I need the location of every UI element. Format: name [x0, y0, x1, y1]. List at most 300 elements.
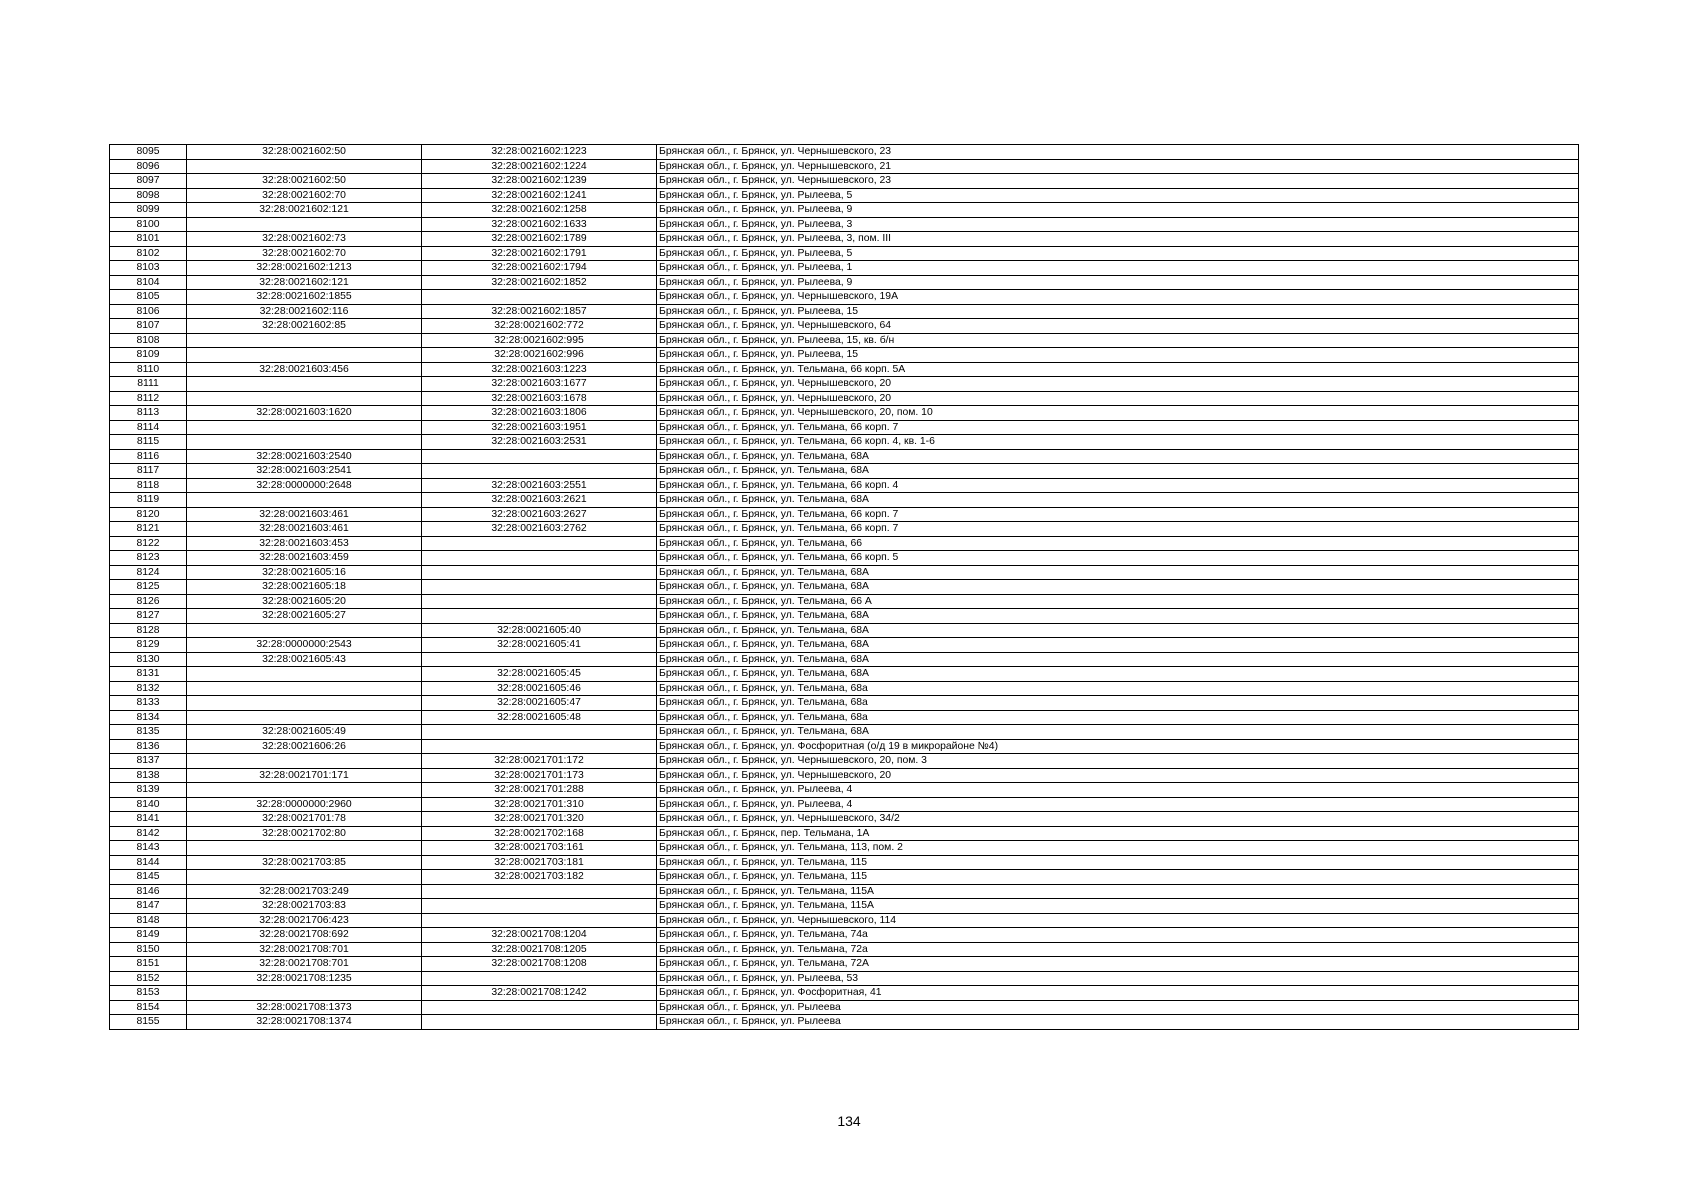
address-cell: Брянская обл., г. Брянск, ул. Тельмана, 68а — [657, 681, 1579, 696]
row-number-cell: 8105 — [110, 290, 187, 305]
building-number-cell — [422, 609, 657, 624]
land-plot-number-cell — [187, 696, 422, 711]
row-number-cell: 8128 — [110, 623, 187, 638]
land-plot-number-cell — [187, 870, 422, 885]
address-cell: Брянская обл., г. Брянск, ул. Тельмана, 72а — [657, 942, 1579, 957]
table-row — [110, 739, 1579, 754]
table-row — [110, 406, 1579, 421]
table-row — [110, 638, 1579, 653]
building-number-cell: 32:28:0021602:1789 — [422, 232, 657, 247]
row-number-cell: 8117 — [110, 464, 187, 479]
building-number-cell: 32:28:0021701:172 — [422, 754, 657, 769]
row-number-cell: 8096 — [110, 159, 187, 174]
building-number-cell — [422, 739, 657, 754]
row-number-cell: 8130 — [110, 652, 187, 667]
row-number-cell: 8120 — [110, 507, 187, 522]
building-number-cell: 32:28:0021605:41 — [422, 638, 657, 653]
address-cell: Брянская обл., г. Брянск, ул. Тельмана, 113, пом. 2 — [657, 841, 1579, 856]
row-number-cell: 8115 — [110, 435, 187, 450]
address-cell: Брянская обл., г. Брянск, ул. Чернышевского, 20, пом. 10 — [657, 406, 1579, 421]
building-number-cell: 32:28:0021602:1791 — [422, 246, 657, 261]
address-cell: Брянская обл., г. Брянск, ул. Тельмана, 68А — [657, 667, 1579, 682]
building-number-cell: 32:28:0021702:168 — [422, 826, 657, 841]
building-number-cell: 32:28:0021603:1951 — [422, 420, 657, 435]
table-row — [110, 826, 1579, 841]
land-plot-number-cell — [187, 493, 422, 508]
table-row — [110, 464, 1579, 479]
address-cell: Брянская обл., г. Брянск, ул. Тельмана, 68А — [657, 449, 1579, 464]
land-plot-number-cell: 32:28:0021602:85 — [187, 319, 422, 334]
building-number-cell: 32:28:0021603:2762 — [422, 522, 657, 537]
address-cell: Брянская обл., г. Брянск, ул. Чернышевского, 23 — [657, 145, 1579, 160]
address-cell: Брянская обл., г. Брянск, ул. Рылеева, 3, пом. III — [657, 232, 1579, 247]
building-number-cell — [422, 884, 657, 899]
row-number-cell: 8137 — [110, 754, 187, 769]
table-row — [110, 957, 1579, 972]
address-cell: Брянская обл., г. Брянск, ул. Тельмана, 68А — [657, 638, 1579, 653]
row-number-cell: 8148 — [110, 913, 187, 928]
row-number-cell: 8145 — [110, 870, 187, 885]
row-number-cell: 8154 — [110, 1000, 187, 1015]
table-row — [110, 377, 1579, 392]
land-plot-number-cell: 32:28:0021605:43 — [187, 652, 422, 667]
table-row — [110, 174, 1579, 189]
row-number-cell: 8126 — [110, 594, 187, 609]
row-number-cell: 8132 — [110, 681, 187, 696]
row-number-cell: 8135 — [110, 725, 187, 740]
table-row — [110, 986, 1579, 1001]
land-plot-number-cell — [187, 986, 422, 1001]
address-cell: Брянская обл., г. Брянск, ул. Тельмана, 66 корп. 7 — [657, 420, 1579, 435]
land-plot-number-cell: 32:28:0021605:27 — [187, 609, 422, 624]
land-plot-number-cell: 32:28:0021602:1213 — [187, 261, 422, 276]
row-number-cell: 8102 — [110, 246, 187, 261]
land-plot-number-cell: 32:28:0021605:20 — [187, 594, 422, 609]
table-row — [110, 507, 1579, 522]
building-number-cell: 32:28:0021605:45 — [422, 667, 657, 682]
address-cell: Брянская обл., г. Брянск, ул. Рылеева, 3 — [657, 217, 1579, 232]
building-number-cell — [422, 1015, 657, 1030]
land-plot-number-cell — [187, 754, 422, 769]
table-row — [110, 884, 1579, 899]
building-number-cell — [422, 580, 657, 595]
building-number-cell: 32:28:0021602:1857 — [422, 304, 657, 319]
building-number-cell: 32:28:0021602:995 — [422, 333, 657, 348]
building-number-cell: 32:28:0021603:2627 — [422, 507, 657, 522]
address-cell: Брянская обл., г. Брянск, ул. Тельмана, 115А — [657, 899, 1579, 914]
address-cell: Брянская обл., г. Брянск, ул. Фосфоритная, 41 — [657, 986, 1579, 1001]
building-number-cell: 32:28:0021602:1224 — [422, 159, 657, 174]
address-cell: Брянская обл., г. Брянск, ул. Тельмана, 66 — [657, 536, 1579, 551]
table-row — [110, 551, 1579, 566]
row-number-cell: 8143 — [110, 841, 187, 856]
building-number-cell: 32:28:0021602:1239 — [422, 174, 657, 189]
row-number-cell: 8112 — [110, 391, 187, 406]
land-plot-number-cell — [187, 435, 422, 450]
land-plot-number-cell: 32:28:0021603:461 — [187, 507, 422, 522]
building-number-cell: 32:28:0021703:182 — [422, 870, 657, 885]
table-row — [110, 145, 1579, 160]
building-number-cell: 32:28:0021701:320 — [422, 812, 657, 827]
land-plot-number-cell: 32:28:0021605:18 — [187, 580, 422, 595]
land-plot-number-cell: 32:28:0021602:116 — [187, 304, 422, 319]
row-number-cell: 8114 — [110, 420, 187, 435]
land-plot-number-cell: 32:28:0021703:249 — [187, 884, 422, 899]
land-plot-number-cell: 32:28:0021603:2540 — [187, 449, 422, 464]
row-number-cell: 8127 — [110, 609, 187, 624]
building-number-cell: 32:28:0021703:161 — [422, 841, 657, 856]
land-plot-number-cell: 32:28:0021708:1235 — [187, 971, 422, 986]
table-row — [110, 304, 1579, 319]
row-number-cell: 8122 — [110, 536, 187, 551]
row-number-cell: 8131 — [110, 667, 187, 682]
table-row — [110, 696, 1579, 711]
row-number-cell: 8141 — [110, 812, 187, 827]
row-number-cell: 8111 — [110, 377, 187, 392]
table-row — [110, 783, 1579, 798]
land-plot-number-cell: 32:28:0000000:2960 — [187, 797, 422, 812]
address-cell: Брянская обл., г. Брянск, ул. Тельмана, 68а — [657, 696, 1579, 711]
land-plot-number-cell: 32:28:0021708:701 — [187, 942, 422, 957]
row-number-cell: 8121 — [110, 522, 187, 537]
registry-body — [110, 145, 1579, 1030]
land-plot-number-cell — [187, 710, 422, 725]
row-number-cell: 8116 — [110, 449, 187, 464]
land-plot-number-cell — [187, 217, 422, 232]
land-plot-number-cell: 32:28:0021703:83 — [187, 899, 422, 914]
address-cell: Брянская обл., г. Брянск, ул. Рылеева, 1 — [657, 261, 1579, 276]
address-cell: Брянская обл., г. Брянск, ул. Тельмана, 68А — [657, 609, 1579, 624]
row-number-cell: 8098 — [110, 188, 187, 203]
row-number-cell: 8142 — [110, 826, 187, 841]
address-cell: Брянская обл., г. Брянск, ул. Тельмана, 115 — [657, 855, 1579, 870]
building-number-cell: 32:28:0021602:1794 — [422, 261, 657, 276]
address-cell: Брянская обл., г. Брянск, ул. Фосфоритная (о/д 19 в микрорайоне №4) — [657, 739, 1579, 754]
table-row — [110, 623, 1579, 638]
land-plot-number-cell: 32:28:0021606:26 — [187, 739, 422, 754]
land-plot-number-cell — [187, 623, 422, 638]
address-cell: Брянская обл., г. Брянск, ул. Тельмана, 74а — [657, 928, 1579, 943]
address-cell: Брянская обл., г. Брянск, ул. Тельмана, 68А — [657, 623, 1579, 638]
table-row — [110, 681, 1579, 696]
address-cell: Брянская обл., г. Брянск, ул. Чернышевского, 20 — [657, 377, 1579, 392]
row-number-cell: 8144 — [110, 855, 187, 870]
row-number-cell: 8110 — [110, 362, 187, 377]
building-number-cell: 32:28:0021603:1223 — [422, 362, 657, 377]
building-number-cell: 32:28:0021602:1852 — [422, 275, 657, 290]
table-row — [110, 580, 1579, 595]
land-plot-number-cell: 32:28:0021603:453 — [187, 536, 422, 551]
table-row — [110, 855, 1579, 870]
row-number-cell: 8149 — [110, 928, 187, 943]
address-cell: Брянская обл., г. Брянск, ул. Тельмана, 66 корп. 4, кв. 1-6 — [657, 435, 1579, 450]
address-cell: Брянская обл., г. Брянск, ул. Рылеева, 15 — [657, 348, 1579, 363]
building-number-cell — [422, 913, 657, 928]
address-cell: Брянская обл., г. Брянск, ул. Тельмана, 68А — [657, 565, 1579, 580]
building-number-cell — [422, 551, 657, 566]
address-cell: Брянская обл., г. Брянск, ул. Тельмана, 68А — [657, 580, 1579, 595]
row-number-cell: 8155 — [110, 1015, 187, 1030]
land-plot-number-cell: 32:28:0021602:1855 — [187, 290, 422, 305]
table-row — [110, 1015, 1579, 1030]
row-number-cell: 8119 — [110, 493, 187, 508]
row-number-cell: 8136 — [110, 739, 187, 754]
table-row — [110, 725, 1579, 740]
land-plot-number-cell: 32:28:0021605:16 — [187, 565, 422, 580]
land-plot-number-cell: 32:28:0021603:2541 — [187, 464, 422, 479]
row-number-cell: 8133 — [110, 696, 187, 711]
address-cell: Брянская обл., г. Брянск, ул. Тельмана, 68А — [657, 652, 1579, 667]
address-cell: Брянская обл., г. Брянск, ул. Рылеева, 9 — [657, 275, 1579, 290]
row-number-cell: 8101 — [110, 232, 187, 247]
building-number-cell: 32:28:0021605:48 — [422, 710, 657, 725]
table-row — [110, 522, 1579, 537]
page-number: 134 — [837, 1113, 861, 1129]
land-plot-number-cell — [187, 159, 422, 174]
building-number-cell: 32:28:0021708:1208 — [422, 957, 657, 972]
address-cell: Брянская обл., г. Брянск, ул. Рылеева, 15, кв. б/н — [657, 333, 1579, 348]
address-cell: Брянская обл., г. Брянск, ул. Рылеева, 4 — [657, 797, 1579, 812]
table-row — [110, 768, 1579, 783]
land-plot-number-cell: 32:28:0021708:701 — [187, 957, 422, 972]
building-number-cell: 32:28:0021603:2531 — [422, 435, 657, 450]
address-cell: Брянская обл., г. Брянск, ул. Чернышевского, 34/2 — [657, 812, 1579, 827]
table-row — [110, 420, 1579, 435]
building-number-cell: 32:28:0021708:1205 — [422, 942, 657, 957]
row-number-cell: 8095 — [110, 145, 187, 160]
land-plot-number-cell — [187, 348, 422, 363]
land-plot-number-cell: 32:28:0021602:50 — [187, 174, 422, 189]
address-cell: Брянская обл., г. Брянск, ул. Чернышевского, 20 — [657, 391, 1579, 406]
building-number-cell: 32:28:0021602:1633 — [422, 217, 657, 232]
table-row — [110, 652, 1579, 667]
building-number-cell: 32:28:0021603:2551 — [422, 478, 657, 493]
land-plot-number-cell — [187, 783, 422, 798]
row-number-cell: 8108 — [110, 333, 187, 348]
table-row — [110, 667, 1579, 682]
address-cell: Брянская обл., г. Брянск, ул. Рылеева — [657, 1000, 1579, 1015]
land-plot-number-cell — [187, 667, 422, 682]
table-row — [110, 203, 1579, 218]
building-number-cell — [422, 290, 657, 305]
table-row — [110, 841, 1579, 856]
land-plot-number-cell: 32:28:0021602:70 — [187, 246, 422, 261]
address-cell: Брянская обл., г. Брянск, ул. Рылеева, 53 — [657, 971, 1579, 986]
building-number-cell — [422, 971, 657, 986]
row-number-cell: 8147 — [110, 899, 187, 914]
land-plot-number-cell — [187, 333, 422, 348]
table-row — [110, 565, 1579, 580]
building-number-cell — [422, 449, 657, 464]
address-cell: Брянская обл., г. Брянск, ул. Чернышевского, 21 — [657, 159, 1579, 174]
table-row — [110, 870, 1579, 885]
table-row — [110, 971, 1579, 986]
table-row — [110, 710, 1579, 725]
table-row — [110, 348, 1579, 363]
address-cell: Брянская обл., г. Брянск, ул. Рылеева, 5 — [657, 188, 1579, 203]
land-plot-number-cell: 32:28:0000000:2648 — [187, 478, 422, 493]
row-number-cell: 8129 — [110, 638, 187, 653]
table-row — [110, 246, 1579, 261]
land-plot-number-cell: 32:28:0021603:456 — [187, 362, 422, 377]
row-number-cell: 8103 — [110, 261, 187, 276]
building-number-cell: 32:28:0021603:1678 — [422, 391, 657, 406]
row-number-cell: 8138 — [110, 768, 187, 783]
table-row — [110, 754, 1579, 769]
land-plot-number-cell: 32:28:0021602:121 — [187, 203, 422, 218]
land-plot-number-cell — [187, 377, 422, 392]
land-plot-number-cell: 32:28:0021706:423 — [187, 913, 422, 928]
land-plot-number-cell: 32:28:0021603:1620 — [187, 406, 422, 421]
building-number-cell: 32:28:0021605:46 — [422, 681, 657, 696]
row-number-cell: 8134 — [110, 710, 187, 725]
building-number-cell: 32:28:0021602:1258 — [422, 203, 657, 218]
land-plot-number-cell: 32:28:0021703:85 — [187, 855, 422, 870]
row-number-cell: 8123 — [110, 551, 187, 566]
table-row — [110, 536, 1579, 551]
table-row — [110, 797, 1579, 812]
table-row — [110, 594, 1579, 609]
table-row — [110, 362, 1579, 377]
building-number-cell — [422, 725, 657, 740]
address-cell: Брянская обл., г. Брянск, пер. Тельмана, 1А — [657, 826, 1579, 841]
building-number-cell: 32:28:0021602:1223 — [422, 145, 657, 160]
land-plot-number-cell: 32:28:0021702:80 — [187, 826, 422, 841]
table-row — [110, 928, 1579, 943]
row-number-cell: 8118 — [110, 478, 187, 493]
address-cell: Брянская обл., г. Брянск, ул. Тельмана, 66 корп. 5А — [657, 362, 1579, 377]
building-number-cell: 32:28:0021605:40 — [422, 623, 657, 638]
row-number-cell: 8140 — [110, 797, 187, 812]
row-number-cell: 8097 — [110, 174, 187, 189]
table-row — [110, 493, 1579, 508]
address-cell: Брянская обл., г. Брянск, ул. Тельмана, 66 А — [657, 594, 1579, 609]
building-number-cell: 32:28:0021603:1677 — [422, 377, 657, 392]
row-number-cell: 8106 — [110, 304, 187, 319]
address-cell: Брянская обл., г. Брянск, ул. Чернышевского, 20, пом. 3 — [657, 754, 1579, 769]
land-plot-number-cell: 32:28:0021708:692 — [187, 928, 422, 943]
address-cell: Брянская обл., г. Брянск, ул. Тельмана, 66 корп. 7 — [657, 507, 1579, 522]
building-number-cell: 32:28:0021701:310 — [422, 797, 657, 812]
row-number-cell: 8107 — [110, 319, 187, 334]
table-row — [110, 449, 1579, 464]
building-number-cell — [422, 464, 657, 479]
land-plot-number-cell: 32:28:0021708:1374 — [187, 1015, 422, 1030]
address-cell: Брянская обл., г. Брянск, ул. Рылеева, 4 — [657, 783, 1579, 798]
table-row — [110, 290, 1579, 305]
address-cell: Брянская обл., г. Брянск, ул. Тельмана, 68А — [657, 493, 1579, 508]
address-cell: Брянская обл., г. Брянск, ул. Тельмана, 66 корп. 7 — [657, 522, 1579, 537]
land-plot-number-cell: 32:28:0021602:70 — [187, 188, 422, 203]
address-cell: Брянская обл., г. Брянск, ул. Рылеева — [657, 1015, 1579, 1030]
table-row — [110, 913, 1579, 928]
building-number-cell — [422, 536, 657, 551]
land-plot-number-cell — [187, 391, 422, 406]
building-number-cell — [422, 899, 657, 914]
building-number-cell: 32:28:0021602:1241 — [422, 188, 657, 203]
building-number-cell — [422, 594, 657, 609]
address-cell: Брянская обл., г. Брянск, ул. Чернышевского, 23 — [657, 174, 1579, 189]
building-number-cell — [422, 1000, 657, 1015]
table-row — [110, 159, 1579, 174]
land-plot-number-cell: 32:28:0021602:50 — [187, 145, 422, 160]
building-number-cell: 32:28:0021708:1242 — [422, 986, 657, 1001]
address-cell: Брянская обл., г. Брянск, ул. Чернышевского, 20 — [657, 768, 1579, 783]
table-row — [110, 942, 1579, 957]
address-cell: Брянская обл., г. Брянск, ул. Рылеева, 9 — [657, 203, 1579, 218]
land-plot-number-cell: 32:28:0021603:461 — [187, 522, 422, 537]
land-plot-number-cell: 32:28:0021708:1373 — [187, 1000, 422, 1015]
table-row — [110, 609, 1579, 624]
table-row — [110, 812, 1579, 827]
address-cell: Брянская обл., г. Брянск, ул. Чернышевского, 19А — [657, 290, 1579, 305]
land-plot-number-cell: 32:28:0021701:171 — [187, 768, 422, 783]
row-number-cell: 8139 — [110, 783, 187, 798]
land-plot-number-cell: 32:28:0021602:121 — [187, 275, 422, 290]
building-number-cell: 32:28:0021703:181 — [422, 855, 657, 870]
row-number-cell: 8150 — [110, 942, 187, 957]
row-number-cell: 8104 — [110, 275, 187, 290]
table-row — [110, 435, 1579, 450]
land-plot-number-cell: 32:28:0000000:2543 — [187, 638, 422, 653]
table-row — [110, 232, 1579, 247]
table-row — [110, 217, 1579, 232]
address-cell: Брянская обл., г. Брянск, ул. Тельмана, 68А — [657, 464, 1579, 479]
building-number-cell — [422, 565, 657, 580]
table-row — [110, 188, 1579, 203]
building-number-cell: 32:28:0021708:1204 — [422, 928, 657, 943]
building-number-cell: 32:28:0021603:2621 — [422, 493, 657, 508]
address-cell: Брянская обл., г. Брянск, ул. Тельмана, 66 корп. 4 — [657, 478, 1579, 493]
row-number-cell: 8113 — [110, 406, 187, 421]
table-row — [110, 319, 1579, 334]
address-cell: Брянская обл., г. Брянск, ул. Чернышевского, 64 — [657, 319, 1579, 334]
land-plot-number-cell — [187, 420, 422, 435]
address-cell: Брянская обл., г. Брянск, ул. Тельмана, 72А — [657, 957, 1579, 972]
building-number-cell: 32:28:0021602:996 — [422, 348, 657, 363]
row-number-cell: 8100 — [110, 217, 187, 232]
address-cell: Брянская обл., г. Брянск, ул. Тельмана, 68А — [657, 725, 1579, 740]
building-number-cell: 32:28:0021701:288 — [422, 783, 657, 798]
address-cell: Брянская обл., г. Брянск, ул. Тельмана, 68а — [657, 710, 1579, 725]
row-number-cell: 8124 — [110, 565, 187, 580]
land-plot-number-cell: 32:28:0021605:49 — [187, 725, 422, 740]
land-plot-number-cell: 32:28:0021701:78 — [187, 812, 422, 827]
row-number-cell: 8125 — [110, 580, 187, 595]
row-number-cell: 8109 — [110, 348, 187, 363]
row-number-cell: 8153 — [110, 986, 187, 1001]
building-number-cell: 32:28:0021602:772 — [422, 319, 657, 334]
table-row — [110, 899, 1579, 914]
table-row — [110, 391, 1579, 406]
building-number-cell: 32:28:0021605:47 — [422, 696, 657, 711]
address-cell: Брянская обл., г. Брянск, ул. Тельмана, 115А — [657, 884, 1579, 899]
row-number-cell: 8152 — [110, 971, 187, 986]
address-cell: Брянская обл., г. Брянск, ул. Тельмана, 66 корп. 5 — [657, 551, 1579, 566]
land-plot-number-cell — [187, 841, 422, 856]
address-cell: Брянская обл., г. Брянск, ул. Чернышевского, 114 — [657, 913, 1579, 928]
table-row — [110, 478, 1579, 493]
building-number-cell — [422, 652, 657, 667]
row-number-cell: 8151 — [110, 957, 187, 972]
land-plot-number-cell — [187, 681, 422, 696]
land-plot-number-cell: 32:28:0021603:459 — [187, 551, 422, 566]
land-plot-number-cell: 32:28:0021602:73 — [187, 232, 422, 247]
address-cell: Брянская обл., г. Брянск, ул. Тельмана, 115 — [657, 870, 1579, 885]
registry-table — [109, 144, 1579, 1030]
row-number-cell: 8146 — [110, 884, 187, 899]
address-cell: Брянская обл., г. Брянск, ул. Рылеева, 5 — [657, 246, 1579, 261]
